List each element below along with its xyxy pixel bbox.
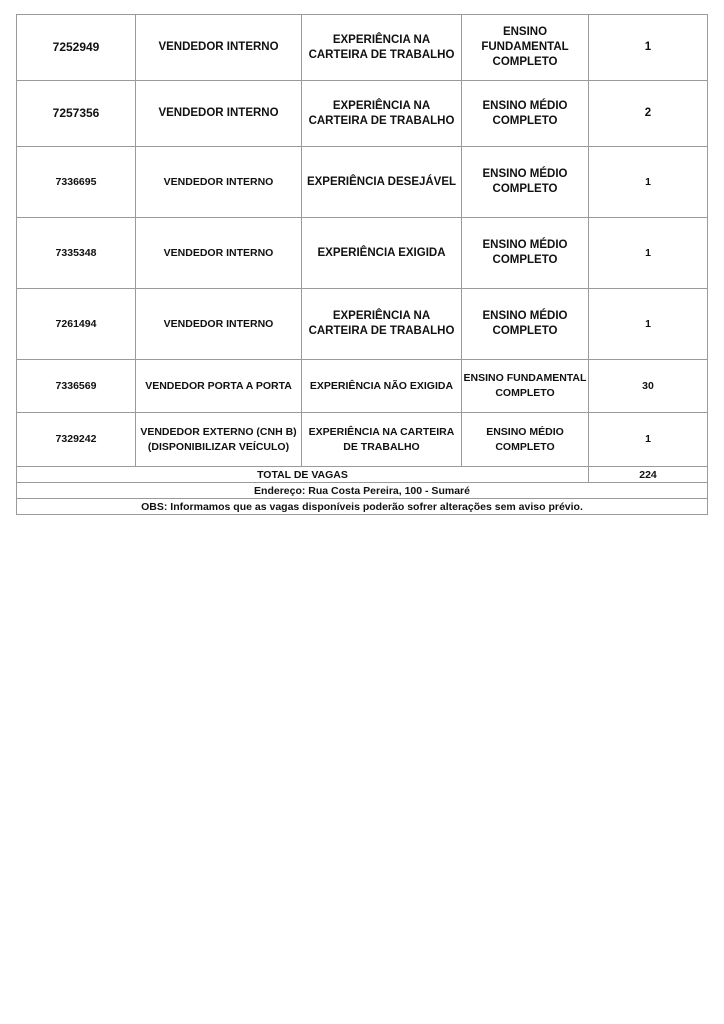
vacancy-experience: EXPERIÊNCIA NÃO EXIGIDA bbox=[302, 360, 462, 413]
vacancy-code: 7335348 bbox=[17, 218, 136, 289]
vacancy-education: ENSINO FUNDAMENTAL COMPLETO bbox=[462, 15, 589, 81]
vacancy-experience: EXPERIÊNCIA NA CARTEIRA DE TRABALHO bbox=[302, 15, 462, 81]
vacancy-count: 1 bbox=[589, 413, 708, 467]
vacancy-experience: EXPERIÊNCIA DESEJÁVEL bbox=[302, 147, 462, 218]
address-row bbox=[17, 483, 708, 499]
vacancy-role: VENDEDOR INTERNO bbox=[136, 289, 302, 360]
table-row bbox=[17, 81, 708, 147]
job-vacancies-table bbox=[16, 14, 708, 515]
vacancy-role: VENDEDOR INTERNO bbox=[136, 147, 302, 218]
vacancy-code: 7252949 bbox=[17, 15, 136, 81]
vacancy-count: 1 bbox=[589, 15, 708, 81]
vacancy-role: VENDEDOR EXTERNO (CNH B) (DISPONIBILIZAR VEÍCULO) bbox=[136, 413, 302, 467]
table-row bbox=[17, 360, 708, 413]
table-row bbox=[17, 15, 708, 81]
vacancy-education: ENSINO MÉDIO COMPLETO bbox=[462, 218, 589, 289]
note-text: OBS: Informamos que as vagas disponíveis poderão sofrer alterações sem aviso prévio. bbox=[17, 499, 708, 515]
table-row bbox=[17, 413, 708, 467]
vacancy-role: VENDEDOR INTERNO bbox=[136, 15, 302, 81]
total-value: 224 bbox=[589, 467, 708, 483]
vacancy-code: 7336695 bbox=[17, 147, 136, 218]
vacancy-education: ENSINO FUNDAMENTAL COMPLETO bbox=[462, 360, 589, 413]
vacancy-experience: EXPERIÊNCIA NA CARTEIRA DE TRABALHO bbox=[302, 413, 462, 467]
vacancy-role: VENDEDOR INTERNO bbox=[136, 218, 302, 289]
vacancy-code: 7329242 bbox=[17, 413, 136, 467]
address-text: Endereço: Rua Costa Pereira, 100 - Sumaré bbox=[17, 483, 708, 499]
vacancy-experience: EXPERIÊNCIA NA CARTEIRA DE TRABALHO bbox=[302, 289, 462, 360]
table-row bbox=[17, 289, 708, 360]
total-label: TOTAL DE VAGAS bbox=[17, 467, 589, 483]
vacancy-count: 1 bbox=[589, 218, 708, 289]
vacancy-code: 7336569 bbox=[17, 360, 136, 413]
vacancy-education: ENSINO MÉDIO COMPLETO bbox=[462, 289, 589, 360]
table-row bbox=[17, 218, 708, 289]
vacancy-education: ENSINO MÉDIO COMPLETO bbox=[462, 81, 589, 147]
vacancy-count: 30 bbox=[589, 360, 708, 413]
vacancy-code: 7257356 bbox=[17, 81, 136, 147]
job-vacancies-sheet bbox=[16, 14, 707, 515]
vacancy-experience: EXPERIÊNCIA NA CARTEIRA DE TRABALHO bbox=[302, 81, 462, 147]
note-row bbox=[17, 499, 708, 515]
vacancy-role: VENDEDOR INTERNO bbox=[136, 81, 302, 147]
vacancy-code: 7261494 bbox=[17, 289, 136, 360]
vacancy-count: 1 bbox=[589, 289, 708, 360]
vacancy-count: 1 bbox=[589, 147, 708, 218]
vacancy-role: VENDEDOR PORTA A PORTA bbox=[136, 360, 302, 413]
vacancy-experience: EXPERIÊNCIA EXIGIDA bbox=[302, 218, 462, 289]
table-row bbox=[17, 147, 708, 218]
vacancy-education: ENSINO MÉDIO COMPLETO bbox=[462, 147, 589, 218]
total-row bbox=[17, 467, 708, 483]
vacancy-education: ENSINO MÉDIO COMPLETO bbox=[462, 413, 589, 467]
vacancy-count: 2 bbox=[589, 81, 708, 147]
